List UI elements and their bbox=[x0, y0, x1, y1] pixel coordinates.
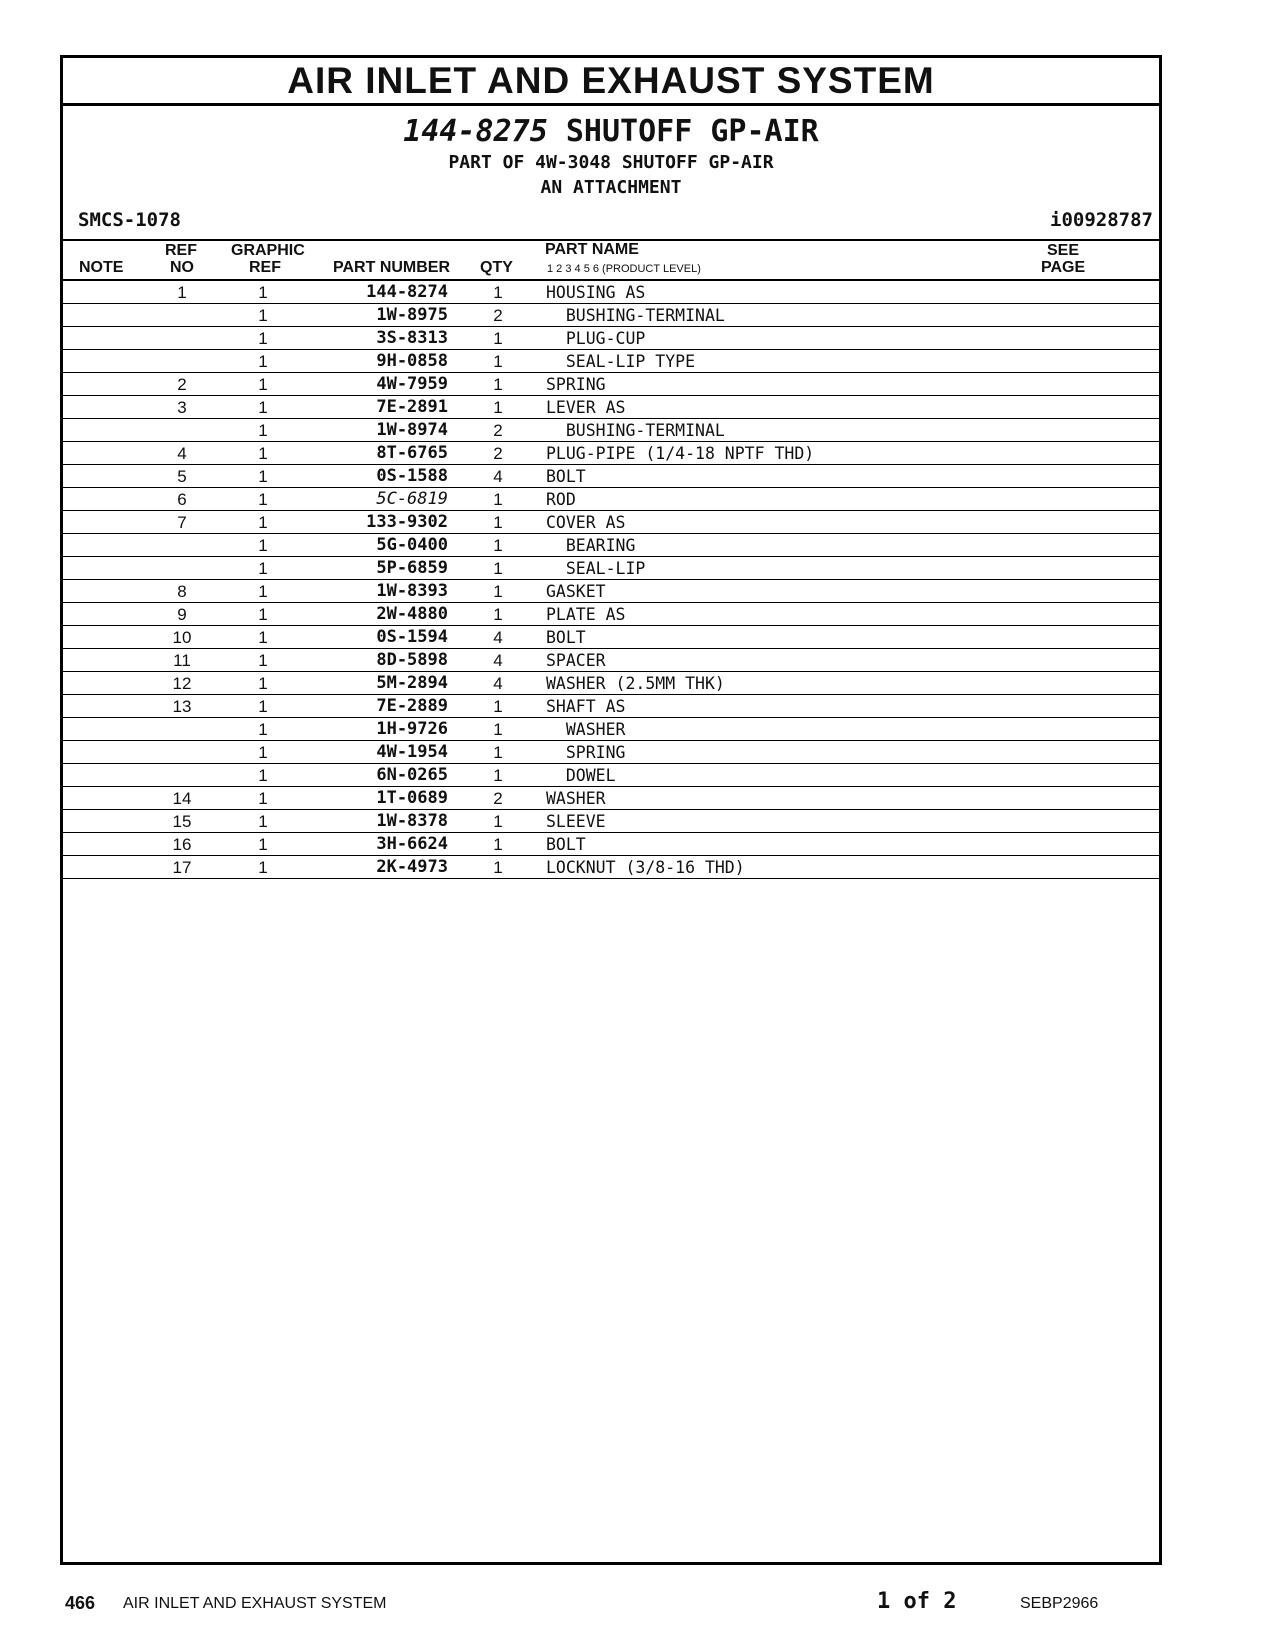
part-name-cell: PLUG-CUP bbox=[546, 329, 646, 348]
part-number-cell: 7E-2889 bbox=[376, 696, 448, 716]
part-name-cell: ROD bbox=[546, 490, 576, 509]
ref-no-cell: 12 bbox=[172, 674, 192, 693]
attachment-line: AN ATTACHMENT bbox=[540, 177, 682, 198]
header-graphic-top: GRAPHIC bbox=[231, 242, 305, 259]
graphic-ref-cell: 1 bbox=[258, 697, 268, 716]
section-title: AIR INLET AND EXHAUST SYSTEM bbox=[287, 60, 935, 101]
ref-no-cell: 9 bbox=[177, 605, 187, 624]
graphic-ref-cell: 1 bbox=[258, 490, 268, 509]
part-name-cell: BEARING bbox=[546, 536, 636, 555]
part-number-cell: 4W-1954 bbox=[376, 742, 448, 762]
ref-no-cell: 3 bbox=[177, 398, 187, 417]
part-number-cell: 0S-1588 bbox=[376, 466, 448, 486]
table-row bbox=[63, 442, 1159, 465]
header-part-name: PART NAME bbox=[545, 241, 639, 258]
header-qty: QTY bbox=[480, 259, 513, 276]
part-number-cell: 8T-6765 bbox=[376, 443, 448, 463]
graphic-ref-cell: 1 bbox=[258, 743, 268, 762]
part-number-cell: 4W-7959 bbox=[376, 374, 448, 394]
part-number-cell: 3H-6624 bbox=[376, 834, 448, 854]
ref-no-cell: 6 bbox=[177, 490, 187, 509]
graphic-ref-cell: 1 bbox=[258, 375, 268, 394]
footer-doc-id: SEBP2966 bbox=[1020, 1595, 1099, 1612]
table-row bbox=[63, 718, 1159, 741]
graphic-ref-cell: 1 bbox=[258, 306, 268, 325]
title-bar bbox=[63, 58, 1159, 106]
part-number-cell: 6N-0265 bbox=[376, 765, 448, 785]
table-row bbox=[63, 396, 1159, 419]
qty-cell: 1 bbox=[493, 858, 503, 877]
illustration-id: i00928787 bbox=[1050, 209, 1153, 231]
table-row bbox=[63, 511, 1159, 534]
qty-cell: 1 bbox=[493, 375, 503, 394]
table-row bbox=[63, 649, 1159, 672]
part-name-cell: GASKET bbox=[546, 582, 606, 601]
page-footer bbox=[0, 1589, 1275, 1623]
smcs-code: SMCS-1078 bbox=[78, 209, 181, 231]
part-name-cell: BUSHING-TERMINAL bbox=[546, 421, 725, 440]
part-number-cell: 5P-6859 bbox=[376, 558, 448, 578]
part-name-cell: SLEEVE bbox=[546, 812, 606, 831]
table-row bbox=[63, 741, 1159, 764]
part-number-cell: 1W-8378 bbox=[376, 811, 448, 831]
part-number-cell: 133-9302 bbox=[366, 512, 448, 532]
graphic-ref-cell: 1 bbox=[258, 329, 268, 348]
part-name-cell: SEAL-LIP bbox=[546, 559, 646, 578]
graphic-ref-cell: 1 bbox=[258, 444, 268, 463]
qty-cell: 1 bbox=[493, 766, 503, 785]
graphic-ref-cell: 1 bbox=[258, 674, 268, 693]
table-row bbox=[63, 534, 1159, 557]
graphic-ref-cell: 1 bbox=[258, 628, 268, 647]
qty-cell: 4 bbox=[493, 467, 503, 486]
table-row bbox=[63, 304, 1159, 327]
ref-no-cell: 13 bbox=[172, 697, 192, 716]
qty-cell: 1 bbox=[493, 490, 503, 509]
table-row bbox=[63, 580, 1159, 603]
header-ref-top: REF bbox=[165, 242, 197, 259]
qty-cell: 1 bbox=[493, 835, 503, 854]
ref-no-cell: 4 bbox=[177, 444, 187, 463]
footer-section: AIR INLET AND EXHAUST SYSTEM bbox=[123, 1595, 387, 1612]
graphic-ref-cell: 1 bbox=[258, 651, 268, 670]
header-part-number: PART NUMBER bbox=[333, 259, 451, 276]
ref-no-cell: 10 bbox=[172, 628, 192, 647]
graphic-ref-cell: 1 bbox=[258, 283, 268, 302]
qty-cell: 1 bbox=[493, 812, 503, 831]
header-ref-bottom: NO bbox=[170, 259, 194, 276]
table-row bbox=[63, 557, 1159, 580]
qty-cell: 1 bbox=[493, 605, 503, 624]
graphic-ref-cell: 1 bbox=[258, 513, 268, 532]
qty-cell: 2 bbox=[493, 789, 503, 808]
qty-cell: 1 bbox=[493, 513, 503, 532]
header-see-bottom: PAGE bbox=[1041, 259, 1086, 276]
table-header bbox=[63, 239, 1159, 281]
part-number-cell: 1H-9726 bbox=[376, 719, 448, 739]
parts-table-body bbox=[63, 281, 1159, 879]
part-name-cell: COVER AS bbox=[546, 513, 626, 532]
group-title bbox=[63, 114, 1159, 150]
qty-cell: 2 bbox=[493, 444, 503, 463]
ref-no-cell: 8 bbox=[177, 582, 187, 601]
qty-cell: 1 bbox=[493, 352, 503, 371]
table-row bbox=[63, 465, 1159, 488]
part-name-cell: SPRING bbox=[546, 375, 606, 394]
footer-page-number: 466 bbox=[65, 1593, 96, 1613]
table-row bbox=[63, 787, 1159, 810]
qty-cell: 1 bbox=[493, 582, 503, 601]
part-name-cell: SPACER bbox=[546, 651, 606, 670]
ref-no-cell: 2 bbox=[177, 375, 187, 394]
part-number-cell: 1T-0689 bbox=[376, 788, 448, 808]
part-name-cell: BOLT bbox=[546, 628, 586, 647]
qty-cell: 4 bbox=[493, 651, 503, 670]
table-row bbox=[63, 373, 1159, 396]
graphic-ref-cell: 1 bbox=[258, 559, 268, 578]
table-row bbox=[63, 856, 1159, 879]
part-name-cell: WASHER bbox=[546, 720, 626, 739]
ref-no-cell: 11 bbox=[173, 651, 191, 670]
part-number-cell: 8D-5898 bbox=[376, 650, 448, 670]
qty-cell: 1 bbox=[493, 283, 503, 302]
ref-no-cell: 5 bbox=[177, 467, 187, 486]
graphic-ref-cell: 1 bbox=[258, 536, 268, 555]
ref-no-cell: 7 bbox=[177, 513, 187, 532]
part-number-cell: 2K-4973 bbox=[376, 857, 448, 877]
graphic-ref-cell: 1 bbox=[258, 398, 268, 417]
part-of-line: PART OF 4W-3048 SHUTOFF GP-AIR bbox=[448, 152, 774, 173]
graphic-ref-cell: 1 bbox=[258, 352, 268, 371]
id-row bbox=[63, 200, 1159, 235]
graphic-ref-cell: 1 bbox=[258, 789, 268, 808]
part-number-cell: 2W-4880 bbox=[376, 604, 448, 624]
qty-cell: 2 bbox=[493, 421, 503, 440]
qty-cell: 1 bbox=[493, 743, 503, 762]
part-name-cell: BOLT bbox=[546, 835, 586, 854]
table-row bbox=[63, 327, 1159, 350]
part-name-cell: PLUG-PIPE (1/4-18 NPTF THD) bbox=[546, 444, 815, 463]
part-number-cell: 5M-2894 bbox=[376, 673, 448, 693]
part-number-cell: 1W-8393 bbox=[376, 581, 448, 601]
ref-no-cell: 15 bbox=[172, 812, 192, 831]
table-row bbox=[63, 488, 1159, 511]
part-number-cell: 7E-2891 bbox=[376, 397, 448, 417]
part-name-cell: SEAL-LIP TYPE bbox=[546, 352, 696, 371]
graphic-ref-cell: 1 bbox=[258, 766, 268, 785]
table-row bbox=[63, 603, 1159, 626]
qty-cell: 1 bbox=[493, 536, 503, 555]
graphic-ref-cell: 1 bbox=[258, 835, 268, 854]
group-name: SHUTOFF GP-AIR bbox=[565, 114, 819, 149]
graphic-ref-cell: 1 bbox=[258, 582, 268, 601]
part-name-cell: BUSHING-TERMINAL bbox=[546, 306, 725, 325]
header-product-level: 1 2 3 4 5 6 (PRODUCT LEVEL) bbox=[547, 263, 701, 275]
qty-cell: 1 bbox=[493, 720, 503, 739]
group-number: 144-8275 bbox=[403, 114, 548, 149]
part-name-cell: WASHER bbox=[546, 789, 606, 808]
ref-no-cell: 16 bbox=[172, 835, 192, 854]
qty-cell: 4 bbox=[493, 674, 503, 693]
part-number-cell: 1W-8975 bbox=[376, 305, 448, 325]
part-name-cell: PLATE AS bbox=[546, 605, 626, 624]
qty-cell: 1 bbox=[493, 559, 503, 578]
part-name-cell: LEVER AS bbox=[546, 398, 626, 417]
qty-cell: 4 bbox=[493, 628, 503, 647]
graphic-ref-cell: 1 bbox=[258, 812, 268, 831]
table-row bbox=[63, 695, 1159, 718]
part-number-cell: 5G-0400 bbox=[376, 535, 448, 555]
part-number-cell: 144-8274 bbox=[366, 282, 448, 302]
header-note: NOTE bbox=[79, 259, 124, 276]
part-name-cell: LOCKNUT (3/8-16 THD) bbox=[546, 858, 745, 877]
graphic-ref-cell: 1 bbox=[258, 421, 268, 440]
table-row bbox=[63, 350, 1159, 373]
part-name-cell: DOWEL bbox=[546, 766, 616, 785]
group-header bbox=[63, 106, 1159, 200]
table-row bbox=[63, 626, 1159, 649]
page-frame bbox=[60, 55, 1162, 1565]
part-number-cell: 9H-0858 bbox=[376, 351, 448, 371]
graphic-ref-cell: 1 bbox=[258, 605, 268, 624]
footer-sheet: 1 of 2 bbox=[877, 1589, 957, 1614]
part-number-cell: 3S-8313 bbox=[376, 328, 448, 348]
ref-no-cell: 1 bbox=[177, 283, 187, 302]
part-number-cell: 5C-6819 bbox=[376, 489, 448, 509]
table-row bbox=[63, 764, 1159, 787]
ref-no-cell: 17 bbox=[172, 858, 192, 877]
part-name-cell: WASHER (2.5MM THK) bbox=[546, 674, 725, 693]
part-name-cell: HOUSING AS bbox=[546, 283, 646, 302]
qty-cell: 2 bbox=[493, 306, 503, 325]
table-row bbox=[63, 419, 1159, 442]
table-row bbox=[63, 672, 1159, 695]
table-row bbox=[63, 833, 1159, 856]
part-name-cell: SPRING bbox=[546, 743, 626, 762]
graphic-ref-cell: 1 bbox=[258, 467, 268, 486]
part-name-cell: BOLT bbox=[546, 467, 586, 486]
qty-cell: 1 bbox=[493, 329, 503, 348]
qty-cell: 1 bbox=[493, 697, 503, 716]
qty-cell: 1 bbox=[493, 398, 503, 417]
part-name-cell: SHAFT AS bbox=[546, 697, 626, 716]
header-graphic-bottom: REF bbox=[249, 259, 281, 276]
part-number-cell: 1W-8974 bbox=[376, 420, 448, 440]
table-row bbox=[63, 810, 1159, 833]
ref-no-cell: 14 bbox=[172, 789, 192, 808]
graphic-ref-cell: 1 bbox=[258, 858, 268, 877]
part-number-cell: 0S-1594 bbox=[376, 627, 448, 647]
graphic-ref-cell: 1 bbox=[258, 720, 268, 739]
header-see-top: SEE bbox=[1047, 242, 1080, 259]
table-row bbox=[63, 281, 1159, 304]
